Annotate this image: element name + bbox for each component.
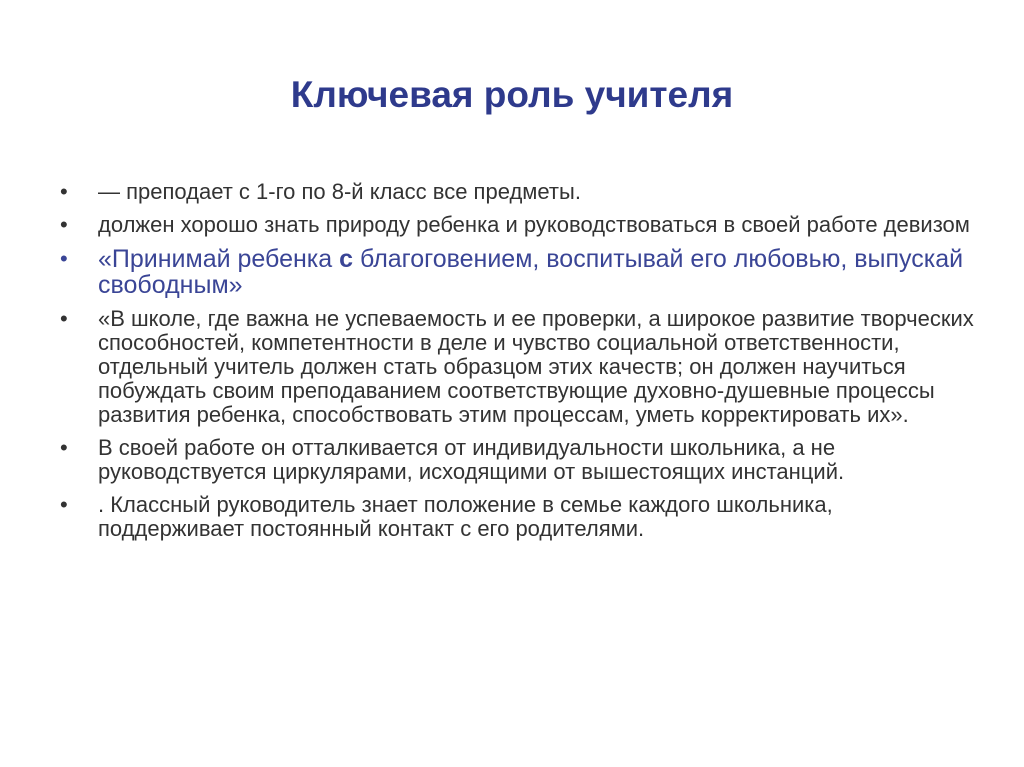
motto-text — [98, 245, 963, 299]
bullet-text: должен хорошо знать природу ребенка и руководствоваться в своей работе девизом — [98, 212, 970, 237]
bullet-list — [60, 180, 980, 550]
bullet-item-school-quote — [60, 307, 980, 427]
bullet-item-class-teacher — [60, 493, 980, 541]
motto-text-end: благоговением, воспитывай его любовью, выпускай свободным» — [98, 245, 964, 299]
motto-text-start: «Принимай ребенка — [98, 245, 340, 273]
bullet-text: — преподает с 1-го по 8-й класс все предметы. — [98, 179, 581, 204]
bullet-item-teaches-all-subjects — [60, 180, 980, 204]
bullet-text: В своей работе он отталкивается от индивидуальности школьника, а не руководствуется циркулярами, исходящими от вышестоящих инстанций. — [98, 435, 845, 484]
motto-text-emphasis: с — [339, 245, 354, 273]
bullet-icon: • — [60, 306, 68, 331]
bullet-icon: • — [60, 246, 68, 271]
bullet-icon: • — [60, 179, 68, 204]
bullet-item-know-child-nature — [60, 213, 980, 237]
bullet-icon: • — [60, 435, 68, 460]
bullet-icon: • — [60, 492, 68, 517]
bullet-item-individuality — [60, 436, 980, 484]
bullet-text: «В школе, где важна не успеваемость и ее проверки, а широкое развитие творческих способностей, компетентности в деле и чувство социальной ответственности, отдельный учитель должен стать образцом этих качеств; он должен научиться побуждать своим преподаванием соответствующие духовно-душевные процессы развития ребенка, способствовать этим процессам, уметь корректировать их». — [98, 306, 974, 427]
bullet-item-motto — [60, 246, 980, 298]
bullet-text: . Классный руководитель знает положение в семье каждого школьника, поддерживает постоянный контакт с его родителями. — [98, 492, 833, 541]
bullet-icon: • — [60, 212, 68, 237]
slide-title: Ключевая роль учителя — [290, 74, 734, 115]
